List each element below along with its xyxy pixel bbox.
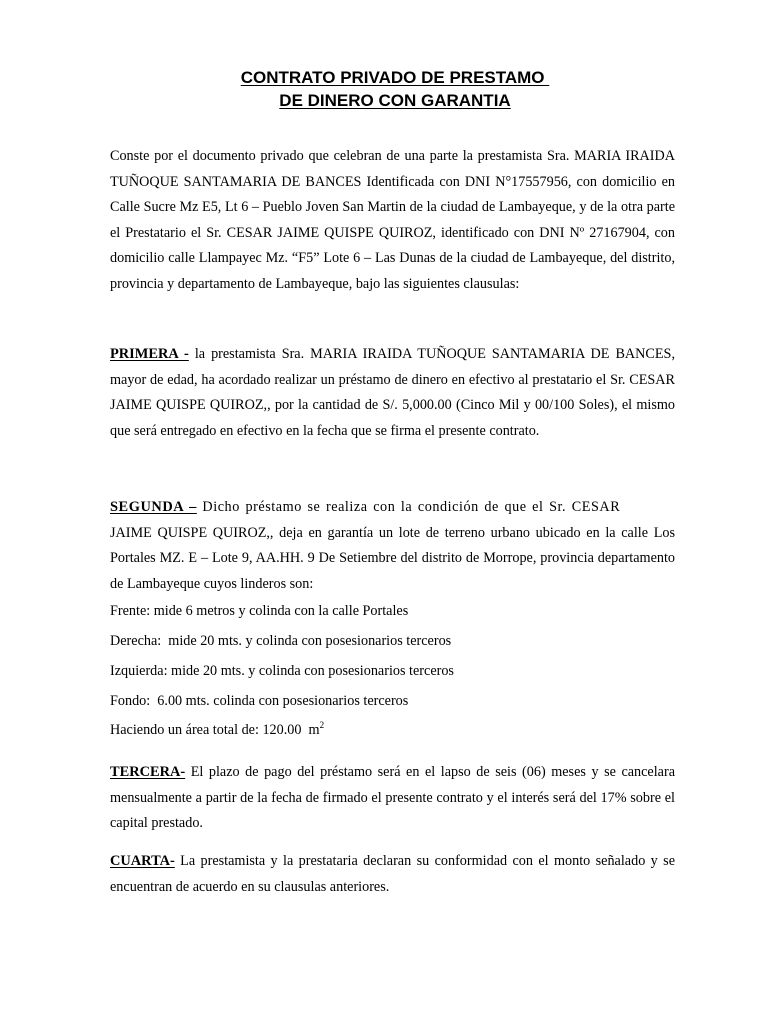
clause-segunda-text-rest: JAIME QUISPE QUIROZ,, deja en garantía un lote de terreno urbano ubicado en la calle Los Portales MZ. E – Lote 9, AA.HH. 9 De Setiembre del distrito de Morrope, provincia departamento de Lambayeque cuyos linderos son:	[110, 524, 675, 592]
document-title-line-1: CONTRATO PRIVADO DE PRESTAMO	[240, 68, 550, 87]
area-unit-superscript: 2	[319, 720, 325, 730]
clause-cuarta-heading: CUARTA-	[110, 853, 175, 869]
clause-segunda-text-first: Dicho préstamo se realiza con la condición de que el Sr. CESAR	[196, 499, 621, 515]
document-title-line-2: DE DINERO CON GARANTIA	[279, 91, 511, 110]
lindero-frente: Frente: mide 6 metros y colinda con la calle Portales	[110, 603, 409, 619]
clause-tercera-text: El plazo de pago del préstamo será en el lapso de seis (06) meses y se cancelara mensualmente a partir de la fecha de firmado el presente contrato y el interés será del 17% sobre el capital prestado.	[110, 764, 675, 831]
clause-primera-heading: PRIMERA -	[110, 346, 189, 362]
clause-cuarta-text: La prestamista y la prestataria declaran su conformidad con el monto señalado y se encuentran de acuerdo en su clausulas anteriores.	[110, 853, 675, 895]
clause-segunda	[110, 495, 675, 597]
clause-segunda-heading: SEGUNDA –	[110, 499, 197, 515]
clause-tercera	[110, 760, 675, 837]
lindero-fondo: Fondo: 6.00 mts. colinda con posesionarios terceros	[110, 693, 409, 709]
clause-tercera-heading: TERCERA-	[110, 764, 186, 780]
intro-paragraph: Conste por el documento privado que celebran de una parte la prestamista Sra. MARIA IRAIDA TUÑOQUE SANTAMARIA DE BANCES Identificada con DNI N°17557956, con domicilio en Calle Sucre Mz E5, Lt 6 – Pueblo Joven San Martin de la ciudad de Lambayeque, y de la otra parte el Prestatario el Sr. CESAR JAIME QUISPE QUIROZ, identificado con DNI Nº 27167904, con domicilio calle Llampayec Mz. “F5” Lote 6 – Las Dunas de la ciudad de Lambayeque, del distrito, provincia y departamento de Lambayeque, bajo las siguientes clausulas:	[110, 148, 675, 292]
clause-primera	[110, 342, 675, 444]
clause-segunda-first-line	[110, 495, 675, 521]
area-total	[110, 720, 675, 740]
area-total-text: Haciendo un área total de: 120.00 m	[110, 722, 320, 738]
clause-cuarta	[110, 849, 675, 900]
lindero-izquierda: Izquierda: mide 20 mts. y colinda con posesionarios terceros	[110, 663, 454, 679]
clause-primera-text: la prestamista Sra. MARIA IRAIDA TUÑOQUE SANTAMARIA DE BANCES, mayor de edad, ha acordado realizar un préstamo de dinero en efectivo al prestatario el Sr. CESAR JAIME QUISPE QUIROZ,, por la cantidad de S/. 5,000.00 (Cinco Mil y 00/100 Soles), el mismo que será entregado en efectivo en la fecha que se firma el presente contrato.	[110, 346, 675, 439]
lindero-derecha: Derecha: mide 20 mts. y colinda con posesionarios terceros	[110, 633, 452, 649]
